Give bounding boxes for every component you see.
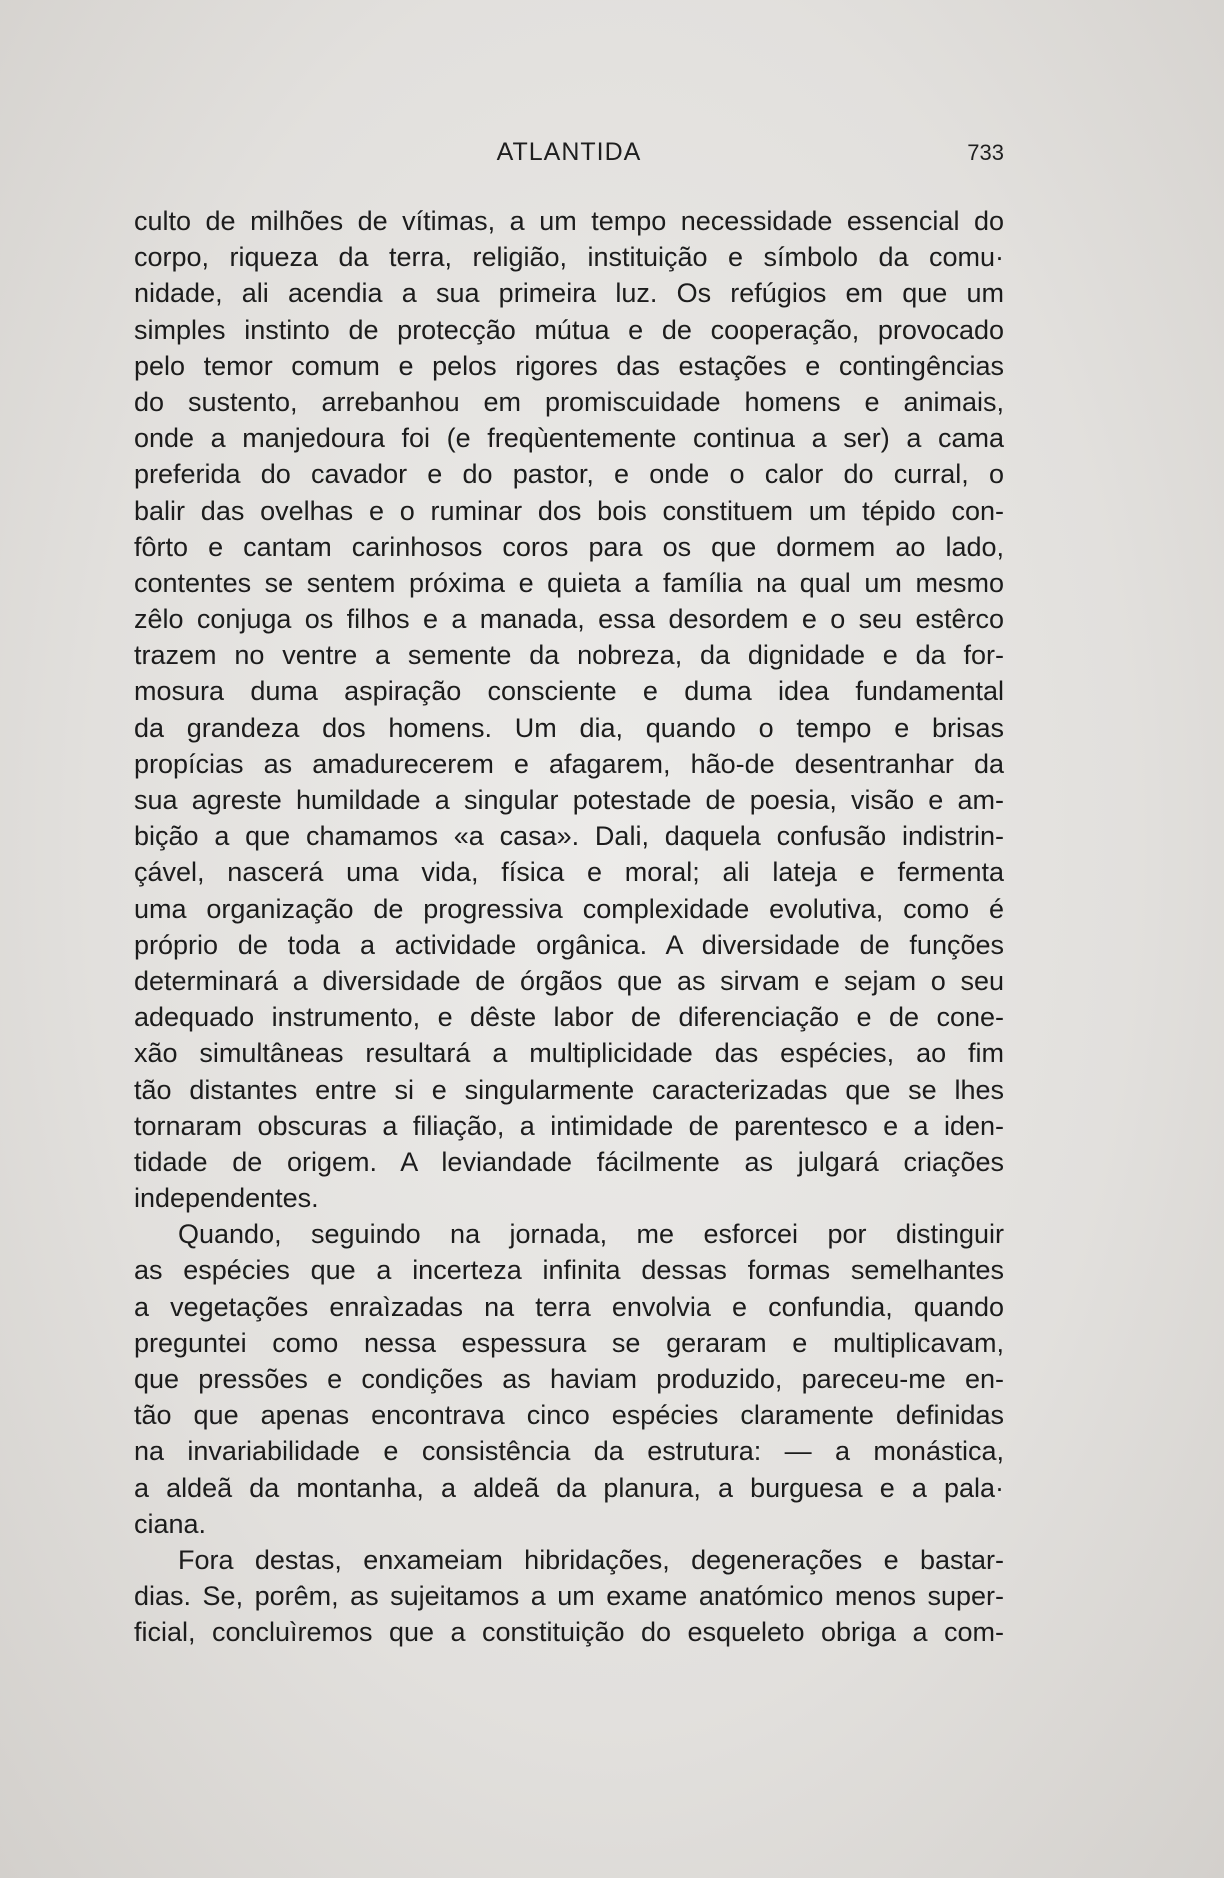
text-line: ciana. — [134, 1508, 207, 1539]
text-line: nidade, ali acendia a sua primeira luz. Os refúgios em que um — [134, 278, 1004, 309]
text-line: tidade de origem. A leviandade fácilmente as julgará criações — [134, 1146, 1004, 1177]
text-line: do sustento, arrebanhou em promiscuidade homens e animais, — [134, 386, 1004, 417]
text-line: tão distantes entre si e singularmente caracterizadas que se lhes — [134, 1074, 1004, 1105]
text-line: balir das ovelhas e o ruminar dos bois constituem um tépido con- — [134, 495, 1004, 526]
text-line: corpo, riqueza da terra, religião, instituição e símbolo da comu· — [134, 242, 1004, 273]
text-line: a aldeã da montanha, a aldeã da planura, a burguesa e a pala· — [134, 1472, 1004, 1503]
text-line: Quando, seguindo na jornada, me esforcei por distinguir — [178, 1219, 1004, 1250]
text-line: na invariabilidade e consistência da estrutura: — a monástica, — [134, 1436, 1004, 1467]
text-line: preferida do cavador e do pastor, e onde o calor do curral, o — [134, 459, 1004, 490]
text-line: onde a manjedoura foi (e freqùentemente continua a ser) a cama — [134, 423, 1004, 454]
text-line: as espécies que a incerteza infinita dessas formas semelhantes — [134, 1255, 1004, 1286]
body-text — [134, 203, 1004, 1651]
text-line: independentes. — [134, 1183, 319, 1214]
text-line: adequado instrumento, e dêste labor de diferenciação e de cone- — [134, 1002, 1004, 1033]
text-line: que pressões e condições as haviam produzido, pareceu-me en- — [134, 1364, 1004, 1394]
text-line: da grandeza dos homens. Um dia, quando o tempo e brisas — [134, 712, 1004, 743]
text-line: sua agreste humildade a singular potestade de poesia, visão e am- — [134, 785, 1004, 815]
text-line: preguntei como nessa espessura se geraram e multiplicavam, — [134, 1327, 1004, 1358]
running-head: ATLANTIDA — [496, 138, 642, 166]
text-line: trazem no ventre a semente da nobreza, da dignidade e da for- — [134, 640, 1004, 671]
text-line: dias. Se, porêm, as sujeitamos a um exame anatómico menos super- — [134, 1581, 1004, 1612]
text-line: determinará a diversidade de órgãos que as sirvam e sejam o seu — [134, 965, 1004, 996]
text-line: çável, nascerá uma vida, física e moral; ali lateja e fermenta — [134, 857, 1004, 888]
text-line: propícias as amadurecerem e afagarem, hão-de desentranhar da — [134, 748, 1004, 779]
text-line: xão simultâneas resultará a multiplicidade das espécies, ao fim — [134, 1038, 1004, 1069]
text-line: zêlo conjuga os filhos e a manada, essa desordem e o seu estêrco — [134, 604, 1004, 635]
text-line: mosura duma aspiração consciente e duma idea fundamental — [134, 676, 1004, 707]
text-line: pelo temor comum e pelos rigores das estações e contingências — [134, 350, 1004, 381]
text-line: a vegetações enraìzadas na terra envolvia e confundia, quando — [134, 1291, 1004, 1322]
text-line: contentes se sentem próxima e quieta a família na qual um mesmo — [134, 567, 1004, 598]
text-line: simples instinto de protecção mútua e de cooperação, provocado — [134, 314, 1004, 345]
text-line: fôrto e cantam carinhosos coros para os que dormem ao lado, — [134, 531, 1004, 562]
text-line: culto de milhões de vítimas, a um tempo necessidade essencial do — [134, 206, 1004, 236]
text-line: tão que apenas encontrava cinco espécies claramente definidas — [134, 1400, 1004, 1431]
text-line: ficial, concluìremos que a constituição do esqueleto obriga a com- — [134, 1617, 1004, 1648]
text-line: bição a que chamamos «a casa». Dali, daquela confusão indistrin- — [134, 821, 1004, 852]
text-line: uma organização de progressiva complexidade evolutiva, como é — [134, 893, 1004, 924]
text-line: tornaram obscuras a filiação, a intimidade de parentesco e a iden- — [134, 1110, 1004, 1141]
page-header — [134, 138, 1004, 172]
page-number: 733 — [967, 140, 1004, 165]
text-line: próprio de toda a actividade orgânica. A diversidade de funções — [134, 929, 1004, 960]
text-line: Fora destas, enxameiam hibridações, degenerações e bastar- — [178, 1544, 1004, 1575]
